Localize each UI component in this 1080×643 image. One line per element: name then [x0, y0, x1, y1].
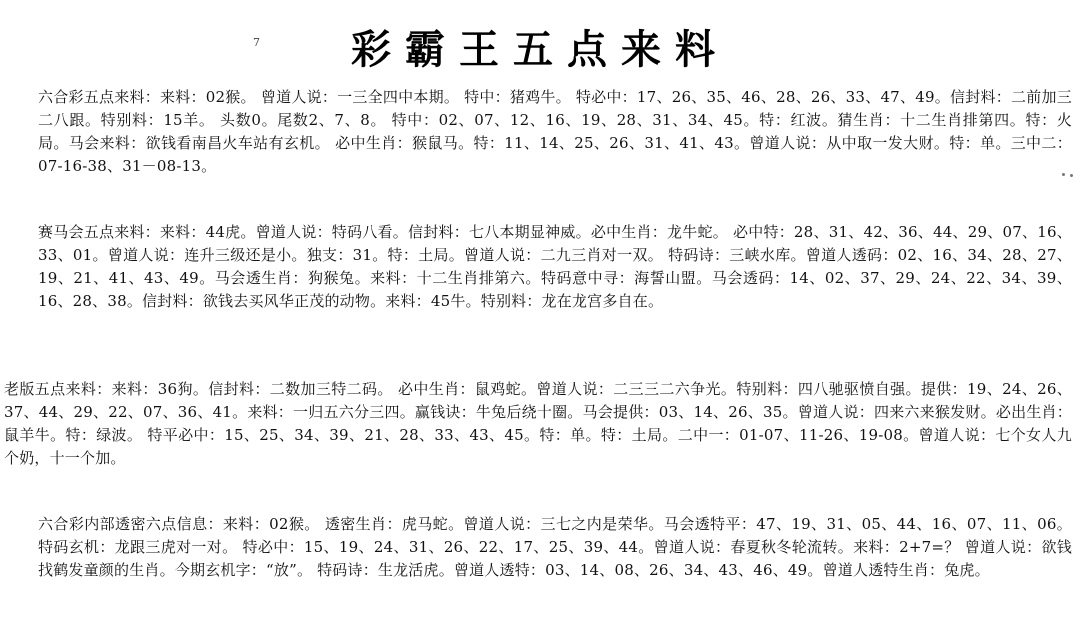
- page-mark: 7: [253, 36, 260, 49]
- scan-speck: [1070, 174, 1073, 177]
- section-internal-six-point: [4, 513, 1072, 582]
- scan-speck: [1062, 173, 1065, 176]
- page-title: 彩霸王五点来料: [351, 26, 729, 73]
- section-text: 老版五点来料：来料：36狗。信封料：二数加三特二码。 必中生肖：鼠鸡蛇。曾道人说：二三三二六争光。特别料：四八驰驱愤自强。提供：19、24、26、37、44、29、22、07、36、41。来料：一归五六分三四。赢钱诀：牛兔后绕十圈。马会提供：03、14、26、35。曾道人说：四来六来猴发财。必出生肖：鼠羊牛。特：绿波。 特平必中：15、25、34、39、21、28、33、43、45。特：单。特：土局。二中一：01-07、11-26、19-08。曾道人说：七个女人九个奶，十一个加。: [4, 380, 1072, 467]
- section-text: 六合彩内部透密六点信息：来料：02猴。 透密生肖：虎马蛇。曾道人说：三七之内是荣华。马会透特平：47、19、31、05、44、16、07、11、06。特码玄机：龙跟三虎对一对。 特必中：15、19、24、31、26、22、17、25、39、44。曾道人说：春夏秋冬轮流转。来料：2+7=？ 曾道人说：欲钱找鹤发童颜的生肖。今期玄机字：“放”。 特码诗：生龙活虎。曾道人透特：03、14、08、26、34、43、46、49。曾道人透特生肖：兔虎。: [38, 515, 1072, 579]
- section-saimahui-five-point: [4, 221, 1072, 313]
- section-laoban-five-point: [4, 378, 1072, 470]
- section-liuhecai-five-point: [4, 86, 1072, 178]
- section-text: 六合彩五点来料：来料：02猴。 曾道人说：一三全四中本期。 特中：猪鸡牛。 特必中：17、26、35、46、28、26、33、47、49。信封料：二前加三二八跟。特别料：15羊。 头数0。尾数2、7、8。 特中：02、07、12、16、19、28、31、34、45。特：红波。猜生肖：十二生肖排第四。特：火局。马会来料：欲钱看南昌火车站有玄机。 必中生肖：猴鼠马。特：11、14、25、26、31、41、43。曾道人说：从中取一发大财。特：单。三中二：07-16-38、31－08-13。: [38, 88, 1072, 175]
- section-text: 赛马会五点来料：来料：44虎。曾道人说：特码八看。信封料：七八本期显神威。必中生肖：龙牛蛇。 必中特：28、31、42、36、44、29、07、16、33、01。曾道人说：连升三级还是小。独支：31。特：土局。曾道人说：二九三肖对一双。 特码诗：三峡水库。曾道人透码：02、16、34、28、27、19、21、41、43、49。马会透生肖：狗猴兔。来料：十二生肖排第六。特码意中寻：海誓山盟。马会透码：14、02、37、29、24、22、34、39、16、28、38。信封料：欲钱去买风华正茂的动物。来料：45牛。特别料：龙在龙宫多自在。: [38, 223, 1072, 310]
